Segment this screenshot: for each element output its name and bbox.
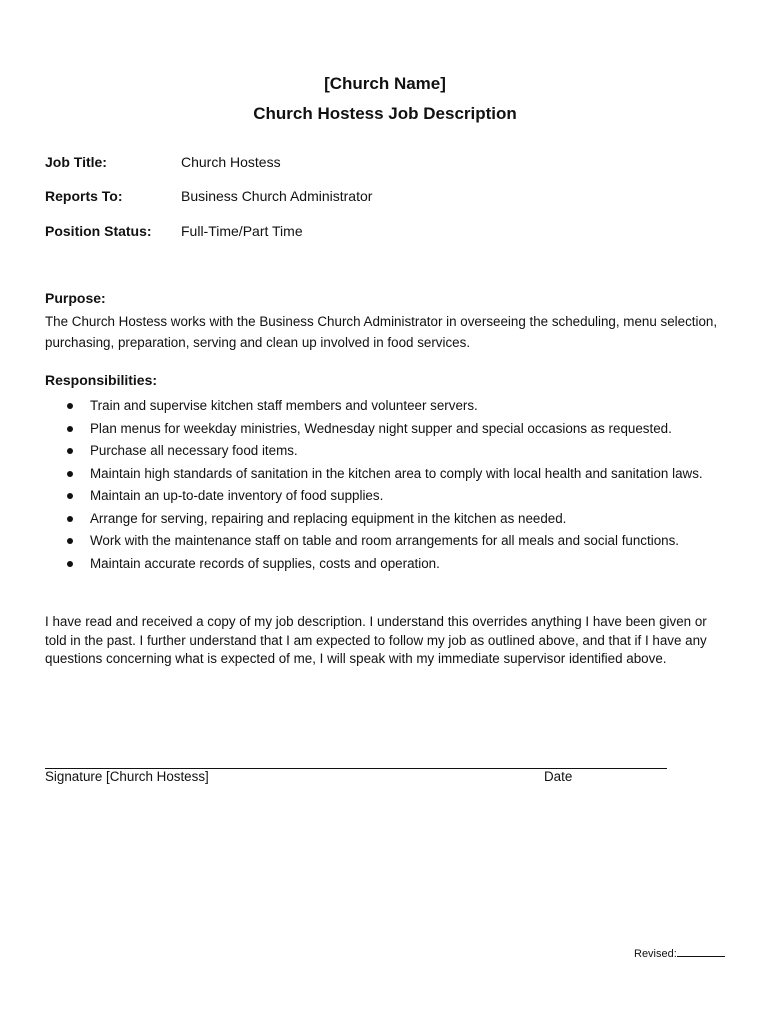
revised-label: Revised: <box>634 948 677 960</box>
list-item-text: Purchase all necessary food items. <box>90 443 298 458</box>
list-item-text: Arrange for serving, repairing and replacing equipment in the kitchen as needed. <box>90 510 567 526</box>
responsibilities-heading: Responsibilities: <box>45 372 158 388</box>
list-item <box>45 440 725 463</box>
acknowledgement-text: I have read and received a copy of my job description. I understand this overrides anything I have been given or told in the past. I further understand that I am expected to follow my job as outlined above, and that if I have any questions concerning what is expected of me, I will speak with my immediate supervisor identified above. <box>45 614 707 666</box>
revised-blank-field[interactable] <box>677 946 725 957</box>
bullet-icon <box>67 538 73 544</box>
bullet-icon <box>67 403 73 409</box>
list-item-text: Train and supervise kitchen staff members and volunteer servers. <box>90 398 478 413</box>
list-item-text: Plan menus for weekday ministries, Wednesday night supper and special occasions as requested. <box>90 420 672 436</box>
list-item <box>45 485 725 508</box>
list-item-text: Maintain high standards of sanitation in the kitchen area to comply with local health and sanitation laws. <box>90 465 703 481</box>
list-item <box>45 418 725 441</box>
responsibilities-list <box>45 395 725 575</box>
bullet-icon <box>67 471 73 477</box>
list-item <box>45 530 725 553</box>
reports-to-value: Business Church Administrator <box>181 188 373 204</box>
reports-to-label: Reports To: <box>45 188 123 204</box>
bullet-icon <box>67 448 73 454</box>
bullet-icon <box>67 516 73 522</box>
bullet-icon <box>67 493 73 499</box>
bullet-icon <box>67 426 73 432</box>
purpose-heading: Purpose: <box>45 290 106 306</box>
list-item <box>45 463 725 486</box>
church-name-heading: [Church Name] <box>324 74 446 93</box>
list-item-text: Maintain an up-to-date inventory of food supplies. <box>90 488 384 503</box>
signature-label: Signature [Church Hostess] <box>45 769 209 784</box>
bullet-icon <box>67 561 73 567</box>
date-label: Date <box>544 769 573 784</box>
document-title: Church Hostess Job Description <box>253 104 517 123</box>
position-status-label: Position Status: <box>45 223 152 239</box>
list-item <box>45 395 725 418</box>
position-status-value: Full-Time/Part Time <box>181 223 303 239</box>
list-item <box>45 553 725 576</box>
job-title-label: Job Title: <box>45 154 107 170</box>
list-item <box>45 508 725 531</box>
purpose-text: The Church Hostess works with the Business Church Administrator in overseeing the scheduling, menu selection, purchasing, preparation, serving and clean up involved in food services. <box>45 314 718 350</box>
list-item-text: Work with the maintenance staff on table and room arrangements for all meals and social functions. <box>90 533 680 548</box>
revised-footer <box>634 946 725 960</box>
job-title-value: Church Hostess <box>181 154 281 170</box>
list-item-text: Maintain accurate records of supplies, costs and operation. <box>90 555 440 571</box>
